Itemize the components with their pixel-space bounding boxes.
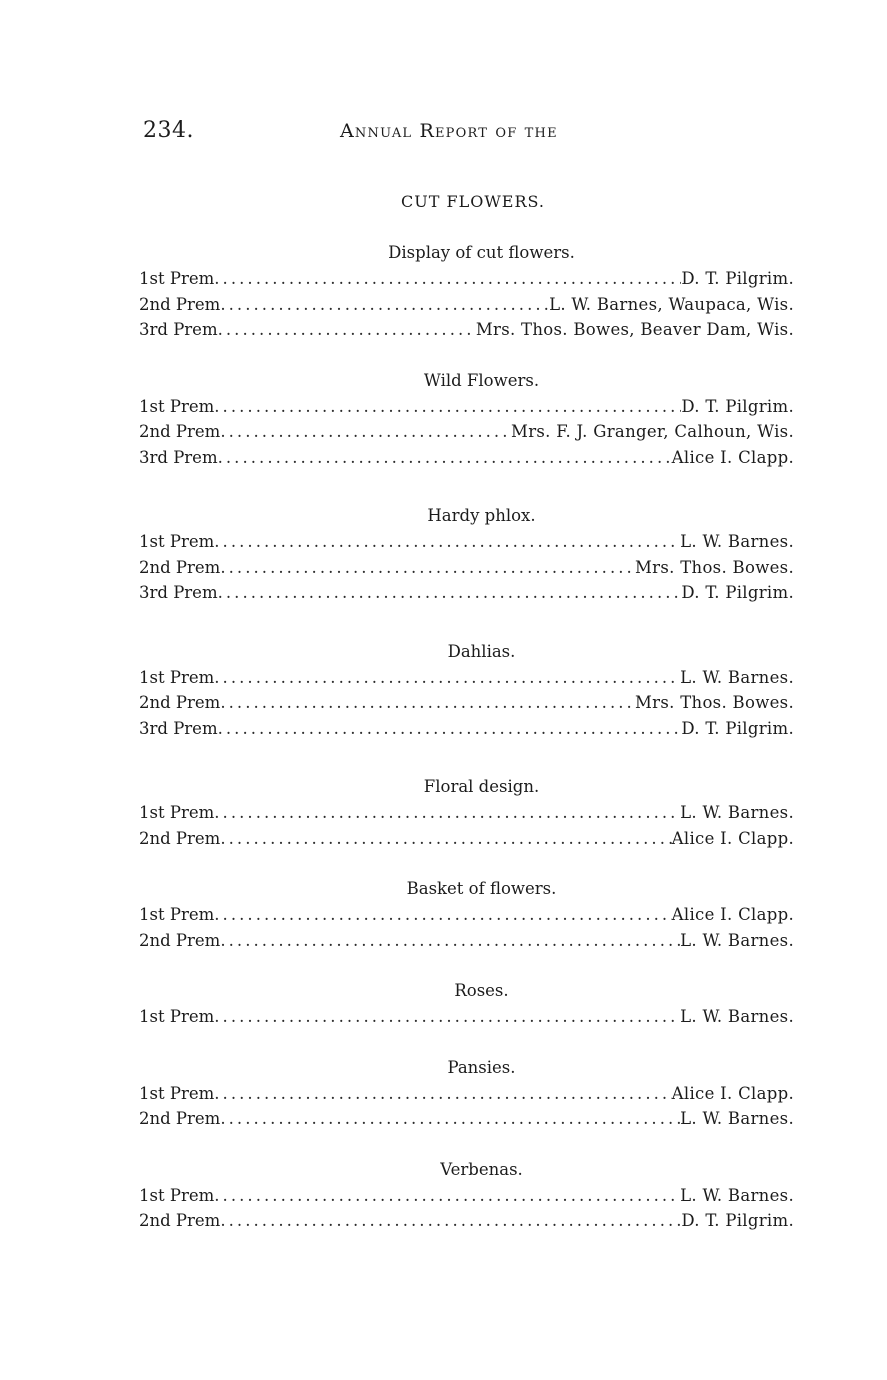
award-winner: L. W. Barnes. — [680, 803, 794, 822]
dot-leader — [214, 1081, 671, 1107]
category-title: Pansies. — [447, 1057, 516, 1077]
award-row — [139, 445, 794, 471]
award-rank: 2nd Prem — [139, 557, 221, 577]
dot-leader — [214, 266, 681, 292]
category-display-of-cut-flowers — [139, 240, 794, 343]
award-winner: L. W. Barnes, Waupaca, Wis. — [549, 294, 794, 314]
spacer — [139, 851, 794, 876]
award-rank: 1st Prem — [139, 667, 215, 687]
category-title: Roses. — [454, 981, 509, 1000]
dot-leader — [214, 665, 680, 691]
award-row — [139, 1081, 794, 1107]
award-winner: D. T. Pilgrim. — [681, 718, 794, 738]
dot-leader — [214, 800, 680, 826]
spacer — [139, 470, 794, 503]
category-hardy-phlox — [139, 503, 794, 606]
dot-leader — [218, 317, 476, 343]
award-row — [139, 800, 794, 826]
award-rank: 2nd Prem — [139, 828, 221, 848]
category-roses — [139, 978, 794, 1030]
award-rank: 3rd Prem — [139, 447, 218, 467]
dot-leader — [218, 445, 672, 471]
award-rank: 2nd Prem — [139, 1211, 221, 1230]
category-title: Display of cut flowers. — [388, 243, 575, 262]
award-rank: 3rd Prem — [139, 583, 218, 602]
category-pansies — [139, 1055, 794, 1132]
award-row — [139, 902, 794, 928]
running-head — [143, 118, 795, 148]
dot-leader — [214, 902, 671, 928]
award-rank: 1st Prem — [139, 905, 215, 924]
category-title: Verbenas. — [440, 1159, 523, 1179]
dot-leader — [220, 555, 635, 581]
award-winner: L. W. Barnes. — [680, 930, 794, 950]
dot-leader — [220, 292, 549, 318]
spacer — [139, 606, 794, 639]
award-rank: 2nd Prem — [139, 693, 221, 712]
award-row — [139, 555, 794, 581]
category-title: Hardy phlox. — [427, 506, 536, 525]
award-winner: L. W. Barnes. — [680, 1185, 794, 1205]
award-winner: Alice I. Clapp. — [671, 905, 794, 924]
dot-leader — [220, 1106, 680, 1132]
dot-leader — [220, 1208, 681, 1234]
award-winner: Alice I. Clapp. — [671, 447, 794, 467]
category-wild-flowers — [139, 368, 794, 471]
award-row — [139, 529, 794, 555]
category-floral-design — [139, 774, 794, 851]
category-title: Dahlias. — [447, 641, 516, 661]
dot-leader — [214, 1004, 680, 1030]
award-winner: D. T. Pilgrim. — [681, 583, 794, 602]
award-winner: Mrs. Thos. Bowes. — [634, 693, 794, 712]
award-winner: Mrs. F. J. Granger, Calhoun, Wis. — [511, 422, 794, 441]
award-row — [139, 690, 794, 716]
award-winner: Alice I. Clapp. — [671, 1083, 794, 1103]
category-title: Floral design. — [423, 777, 540, 796]
award-row — [139, 317, 794, 343]
award-row — [139, 1208, 794, 1234]
dot-leader — [220, 826, 671, 852]
award-rank: 1st Prem — [139, 532, 215, 551]
running-title: Annual Report of the — [340, 120, 558, 142]
award-rank: 3rd Prem — [139, 320, 218, 339]
award-rank: 3rd Prem — [139, 718, 218, 738]
dot-leader — [218, 580, 682, 606]
award-row — [139, 1183, 794, 1209]
award-row — [139, 419, 794, 445]
award-winner: D. T. Pilgrim. — [681, 396, 794, 416]
category-verbenas — [139, 1157, 794, 1234]
award-row — [139, 1004, 794, 1030]
award-row — [139, 580, 794, 606]
award-row — [139, 665, 794, 691]
award-winner: Alice I. Clapp. — [671, 828, 794, 848]
award-row — [139, 826, 794, 852]
spacer — [139, 343, 794, 368]
award-rank: 1st Prem — [139, 1083, 215, 1103]
category-basket-of-flowers — [139, 876, 794, 953]
dot-leader — [220, 690, 635, 716]
award-rank: 1st Prem — [139, 269, 215, 288]
award-winner: Mrs. Thos. Bowes, Beaver Dam, Wis. — [475, 320, 794, 339]
category-dahlias — [139, 639, 794, 742]
award-row — [139, 928, 794, 954]
award-rank: 2nd Prem — [139, 422, 221, 441]
award-rank: 2nd Prem — [139, 930, 221, 950]
dot-leader — [214, 1183, 680, 1209]
award-winner: L. W. Barnes. — [680, 1007, 794, 1026]
dot-leader — [214, 529, 680, 555]
award-rank: 2nd Prem — [139, 1109, 221, 1128]
dot-leader — [220, 928, 680, 954]
award-row — [139, 716, 794, 742]
award-winner: L. W. Barnes. — [680, 1109, 794, 1128]
category-title: Basket of flowers. — [406, 879, 557, 898]
section-title: CUT FLOWERS. — [401, 192, 545, 211]
spacer — [139, 741, 794, 774]
spacer — [139, 953, 794, 978]
dot-leader — [218, 716, 682, 742]
award-row — [139, 394, 794, 420]
dot-leader — [220, 419, 511, 445]
award-rank: 2nd Prem — [139, 294, 221, 314]
award-winner: L. W. Barnes. — [680, 532, 794, 551]
spacer — [139, 1030, 794, 1055]
award-rank: 1st Prem — [139, 1185, 215, 1205]
award-winner: L. W. Barnes. — [680, 667, 794, 687]
award-row — [139, 1106, 794, 1132]
award-rank: 1st Prem — [139, 1007, 215, 1026]
award-rank: 1st Prem — [139, 803, 215, 822]
awards-list — [139, 240, 794, 1234]
category-title: Wild Flowers. — [423, 370, 540, 390]
page-number: 234. — [143, 118, 194, 143]
award-winner: D. T. Pilgrim. — [681, 269, 794, 288]
award-rank: 1st Prem — [139, 396, 215, 416]
award-row — [139, 292, 794, 318]
award-winner: Mrs. Thos. Bowes. — [634, 557, 794, 577]
award-winner: D. T. Pilgrim. — [681, 1211, 794, 1230]
award-row — [139, 266, 794, 292]
dot-leader — [214, 394, 681, 420]
spacer — [139, 1132, 794, 1157]
